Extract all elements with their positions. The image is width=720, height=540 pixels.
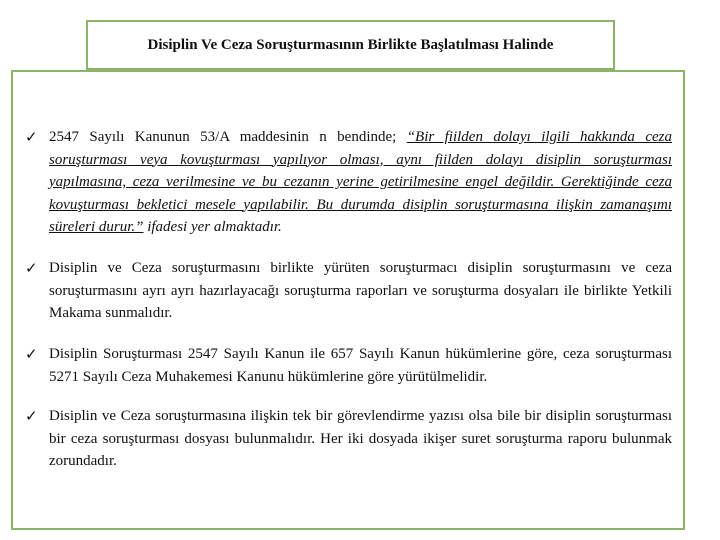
bullet-item-4 [25, 405, 672, 473]
checkmark-icon: ✓ [25, 128, 38, 146]
page-title: Disiplin Ve Ceza Soruşturmasının Birlikte Başlatılması Halinde [147, 36, 554, 53]
bullet-text-1 [49, 126, 672, 239]
bullet-item-1 [25, 126, 672, 239]
bullet-item-3 [25, 343, 672, 388]
checkmark-icon: ✓ [25, 407, 38, 425]
content-box [11, 70, 685, 530]
bullet-text-3: Disiplin Soruşturması 2547 Sayılı Kanun ile 657 Sayılı Kanun hükümlerine göre, ceza soruşturması 5271 Sayılı Ceza Muhakemesi Kanunu hükümlerine göre yürütülmelidir. [49, 346, 672, 385]
bullet-tail: ifadesi yer almaktadır. [143, 219, 282, 235]
title-box [86, 20, 615, 70]
bullet-lead: 2547 Sayılı Kanunun 53/A maddesinin n bendinde; [49, 129, 407, 145]
checkmark-icon: ✓ [25, 345, 38, 363]
bullet-quote: “Bir fiilden dolayı ilgili hakkında ceza soruşturması veya kovuşturması yapılıyor olması, aynı fiilden dolayı disiplin soruşturması yapılmasına, ceza verilmesine ve bu cezanın yerine getirilmesine engel değildir. Gerektiğinde ceza kovuşturması bekletici mesele yapılabilir. Bu durumda disiplin soruşturmasına ilişkin zamanaşımı süreleri durur.” [49, 129, 672, 235]
bullet-text-2: Disiplin ve Ceza soruşturmasını birlikte yürüten soruşturmacı disiplin soruşturmasını ve ceza soruşturmasını ayrı ayrı hazırlayacağı soruşturma raporları ve soruşturma dosyaları ile birlikte Yetkili Makama sunmalıdır. [49, 260, 672, 321]
bullet-item-2 [25, 257, 672, 325]
bullet-text-4: Disiplin ve Ceza soruşturmasına ilişkin tek bir görevlendirme yazısı olsa bile bir disiplin soruşturması bir ceza soruşturması dosyası bulunmalıdır. Her iki dosyada ikişer suret soruşturma raporu bulunmak zorundadır. [49, 408, 672, 469]
checkmark-icon: ✓ [25, 259, 38, 277]
